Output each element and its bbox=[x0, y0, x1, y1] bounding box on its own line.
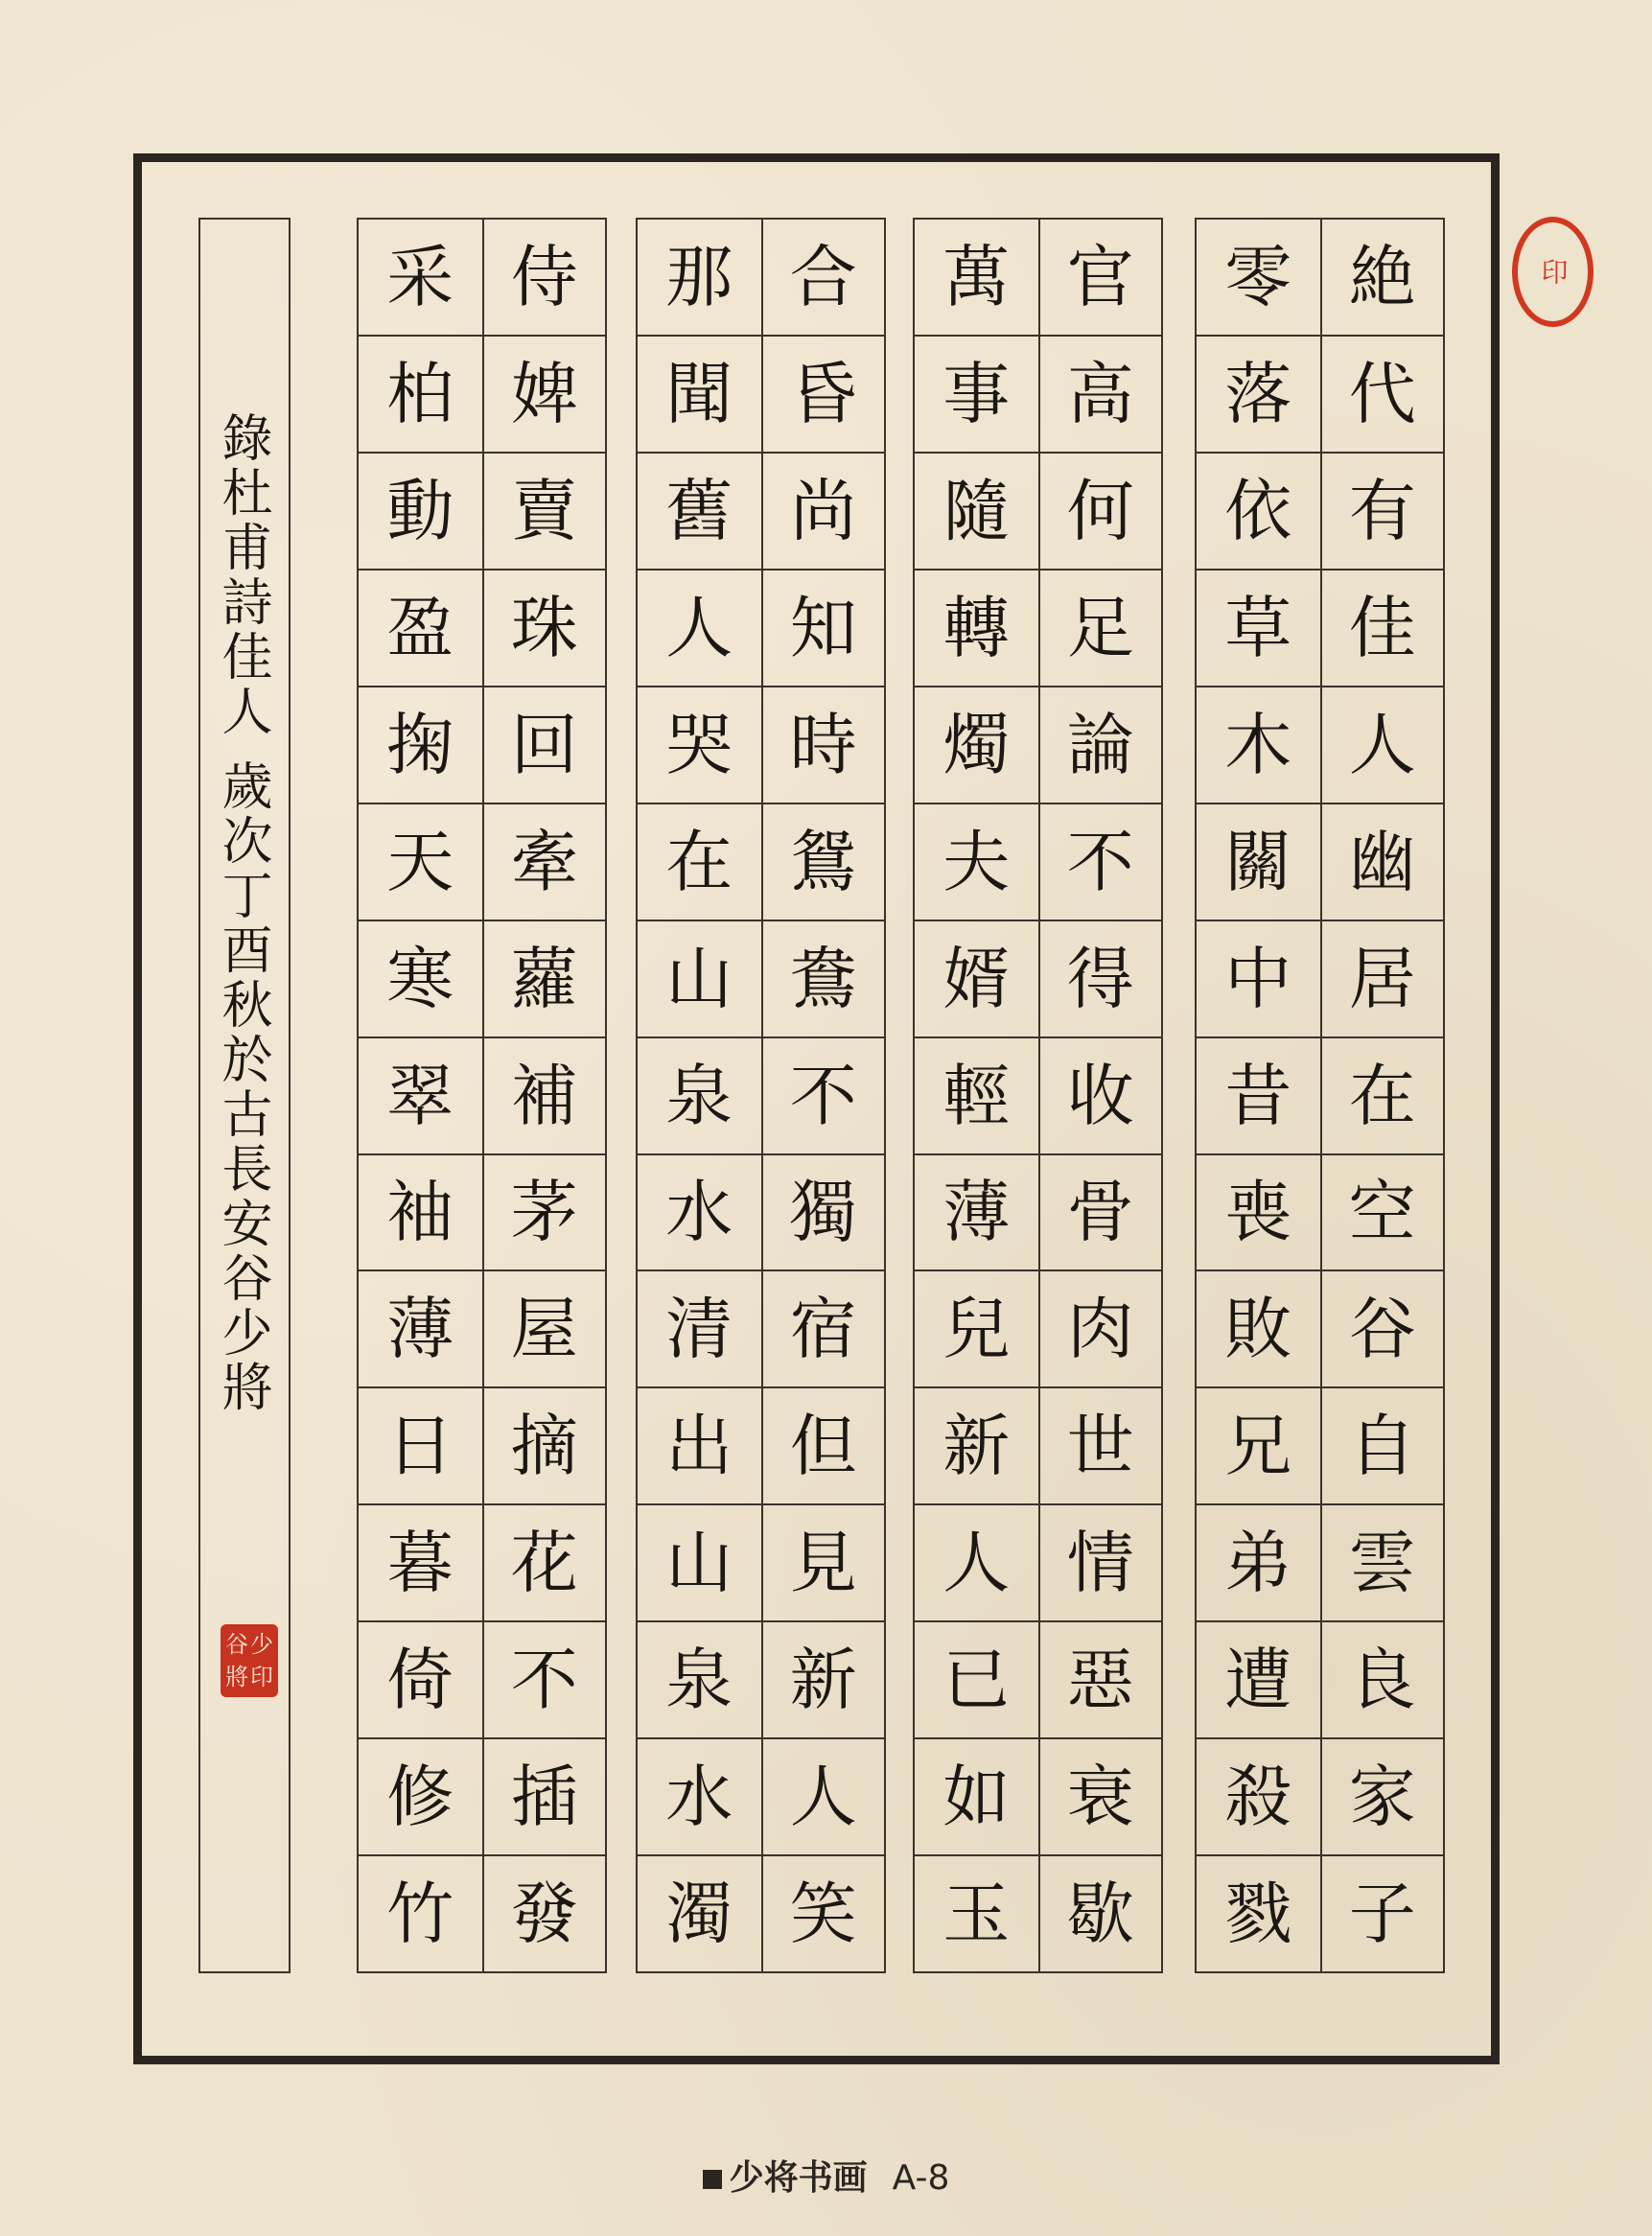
char-cell: 袖 bbox=[359, 1153, 482, 1270]
char-cell: 倚 bbox=[359, 1620, 482, 1737]
char-cell: 回 bbox=[484, 686, 606, 803]
char-cell: 不 bbox=[484, 1620, 606, 1737]
char-cell: 絶 bbox=[1348, 237, 1416, 316]
char-cell: 何 bbox=[1040, 452, 1162, 569]
seal-char: 谷 bbox=[225, 1631, 248, 1658]
char-cell: 寒 bbox=[359, 920, 482, 1036]
char-cell: 見 bbox=[763, 1503, 885, 1620]
char-cell: 高 bbox=[1040, 335, 1162, 452]
page-footer bbox=[0, 2151, 1652, 2200]
char-cell: 佳 bbox=[1322, 569, 1444, 686]
char-cell: 足 bbox=[1040, 569, 1162, 686]
char-cell: 哭 bbox=[638, 686, 761, 803]
char-cell: 人 bbox=[638, 569, 761, 686]
column-pair-3 bbox=[636, 218, 886, 1973]
char-cell: 隨 bbox=[915, 452, 1038, 569]
colophon-column bbox=[198, 218, 291, 1973]
char-cell: 世 bbox=[1040, 1386, 1162, 1503]
footer-brand: 少将书画 bbox=[729, 2158, 868, 2198]
char-cell: 賣 bbox=[484, 452, 606, 569]
char-cell: 暮 bbox=[359, 1503, 482, 1620]
char-cell: 敗 bbox=[1197, 1269, 1320, 1386]
char-cell: 自 bbox=[1322, 1386, 1444, 1503]
char-cell: 已 bbox=[915, 1620, 1038, 1737]
char-cell: 侍 bbox=[510, 237, 578, 316]
char-cell: 出 bbox=[638, 1386, 761, 1503]
char-cell: 有 bbox=[1322, 452, 1444, 569]
artist-seal bbox=[221, 1624, 278, 1697]
char-cell: 弟 bbox=[1197, 1503, 1320, 1620]
char-cell: 翠 bbox=[359, 1036, 482, 1153]
char-cell: 子 bbox=[1322, 1854, 1444, 1971]
char-cell: 夫 bbox=[915, 803, 1038, 920]
char-cell: 鴦 bbox=[763, 920, 885, 1036]
char-cell: 婿 bbox=[915, 920, 1038, 1036]
seal-char: 少 bbox=[250, 1631, 273, 1658]
char-cell: 水 bbox=[638, 1153, 761, 1270]
char-cell: 掬 bbox=[359, 686, 482, 803]
text-column-1 bbox=[1320, 220, 1444, 1971]
char-cell: 薄 bbox=[915, 1153, 1038, 1270]
char-cell: 泉 bbox=[638, 1036, 761, 1153]
square-bullet-icon bbox=[703, 2170, 722, 2189]
char-cell: 依 bbox=[1197, 452, 1320, 569]
char-cell: 但 bbox=[763, 1386, 885, 1503]
char-cell: 清 bbox=[638, 1269, 761, 1386]
seal-char: 印 bbox=[250, 1664, 273, 1690]
char-cell: 日 bbox=[359, 1386, 482, 1503]
char-cell: 情 bbox=[1040, 1503, 1162, 1620]
char-cell: 盈 bbox=[359, 569, 482, 686]
char-cell: 竹 bbox=[359, 1854, 482, 1971]
char-cell: 牽 bbox=[484, 803, 606, 920]
text-column-2 bbox=[1197, 220, 1320, 1971]
char-cell: 薄 bbox=[359, 1269, 482, 1386]
char-cell: 不 bbox=[1040, 803, 1162, 920]
char-cell: 論 bbox=[1040, 686, 1162, 803]
seal-char: 印 bbox=[1537, 257, 1570, 287]
char-cell: 婢 bbox=[484, 335, 606, 452]
char-cell: 人 bbox=[763, 1737, 885, 1854]
text-column-4 bbox=[915, 220, 1038, 1971]
char-cell: 官 bbox=[1066, 237, 1134, 316]
char-cell: 修 bbox=[359, 1737, 482, 1854]
char-cell: 遭 bbox=[1197, 1620, 1320, 1737]
char-cell: 在 bbox=[1322, 1036, 1444, 1153]
char-cell: 人 bbox=[1322, 686, 1444, 803]
char-cell: 谷 bbox=[1322, 1269, 1444, 1386]
char-cell: 珠 bbox=[484, 569, 606, 686]
char-cell: 人 bbox=[915, 1503, 1038, 1620]
char-cell: 聞 bbox=[638, 335, 761, 452]
char-cell: 兄 bbox=[1197, 1386, 1320, 1503]
char-cell: 事 bbox=[915, 335, 1038, 452]
char-cell: 雲 bbox=[1322, 1503, 1444, 1620]
char-cell: 戮 bbox=[1197, 1854, 1320, 1971]
char-cell: 在 bbox=[638, 803, 761, 920]
char-cell: 宿 bbox=[763, 1269, 885, 1386]
char-cell: 得 bbox=[1040, 920, 1162, 1036]
char-cell: 不 bbox=[763, 1036, 885, 1153]
char-cell: 草 bbox=[1197, 569, 1320, 686]
char-cell: 天 bbox=[359, 803, 482, 920]
text-column-5 bbox=[761, 220, 885, 1971]
char-cell: 空 bbox=[1322, 1153, 1444, 1270]
char-cell: 兒 bbox=[915, 1269, 1038, 1386]
text-column-8 bbox=[359, 220, 482, 1971]
char-cell: 摘 bbox=[484, 1386, 606, 1503]
char-cell: 落 bbox=[1197, 335, 1320, 452]
char-cell: 柏 bbox=[359, 335, 482, 452]
char-cell: 輕 bbox=[915, 1036, 1038, 1153]
char-cell: 那 bbox=[665, 237, 733, 316]
char-cell: 屋 bbox=[484, 1269, 606, 1386]
char-cell: 歇 bbox=[1040, 1854, 1162, 1971]
column-pair-2 bbox=[913, 218, 1163, 1973]
seal-char: 將 bbox=[225, 1664, 248, 1690]
char-cell: 肉 bbox=[1040, 1269, 1162, 1386]
char-cell: 幽 bbox=[1322, 803, 1444, 920]
char-cell: 新 bbox=[763, 1620, 885, 1737]
char-cell: 良 bbox=[1322, 1620, 1444, 1737]
char-cell: 舊 bbox=[638, 452, 761, 569]
page-number: A-8 bbox=[892, 2158, 950, 2198]
char-cell: 采 bbox=[386, 237, 454, 316]
char-cell: 新 bbox=[915, 1386, 1038, 1503]
char-cell: 山 bbox=[638, 1503, 761, 1620]
char-cell: 代 bbox=[1322, 335, 1444, 452]
char-cell: 昔 bbox=[1197, 1036, 1320, 1153]
leisure-seal bbox=[1512, 217, 1594, 327]
char-cell: 轉 bbox=[915, 569, 1038, 686]
char-cell: 木 bbox=[1197, 686, 1320, 803]
char-cell: 知 bbox=[763, 569, 885, 686]
char-cell: 收 bbox=[1040, 1036, 1162, 1153]
column-pair-4 bbox=[357, 218, 607, 1973]
char-cell: 如 bbox=[915, 1737, 1038, 1854]
char-cell: 尚 bbox=[763, 452, 885, 569]
char-cell: 昏 bbox=[763, 335, 885, 452]
char-cell: 獨 bbox=[763, 1153, 885, 1270]
char-cell: 衰 bbox=[1040, 1737, 1162, 1854]
char-cell: 骨 bbox=[1040, 1153, 1162, 1270]
char-cell: 喪 bbox=[1197, 1153, 1320, 1270]
text-column-3 bbox=[1038, 220, 1162, 1971]
char-cell: 鴛 bbox=[763, 803, 885, 920]
char-cell: 燭 bbox=[915, 686, 1038, 803]
char-cell: 動 bbox=[359, 452, 482, 569]
char-cell: 關 bbox=[1197, 803, 1320, 920]
char-cell: 插 bbox=[484, 1737, 606, 1854]
char-cell: 合 bbox=[789, 237, 857, 316]
char-cell: 水 bbox=[638, 1737, 761, 1854]
char-cell: 玉 bbox=[915, 1854, 1038, 1971]
char-cell: 茅 bbox=[484, 1153, 606, 1270]
char-cell: 補 bbox=[484, 1036, 606, 1153]
char-cell: 發 bbox=[484, 1854, 606, 1971]
char-cell: 花 bbox=[484, 1503, 606, 1620]
char-cell: 濁 bbox=[638, 1854, 761, 1971]
char-cell: 零 bbox=[1224, 237, 1292, 316]
char-cell: 時 bbox=[763, 686, 885, 803]
char-cell: 泉 bbox=[638, 1620, 761, 1737]
column-pair-1 bbox=[1195, 218, 1445, 1973]
char-cell: 殺 bbox=[1197, 1737, 1320, 1854]
char-cell: 家 bbox=[1322, 1737, 1444, 1854]
char-cell: 笑 bbox=[763, 1854, 885, 1971]
text-column-6 bbox=[638, 220, 761, 1971]
char-cell: 萬 bbox=[942, 237, 1011, 316]
char-cell: 山 bbox=[638, 920, 761, 1036]
char-cell: 中 bbox=[1197, 920, 1320, 1036]
text-column-7 bbox=[482, 220, 606, 1971]
char-cell: 蘿 bbox=[484, 920, 606, 1036]
colophon-text: 錄杜甫詩佳人 歲次丁酉秋於古長安谷少將 bbox=[214, 411, 272, 1415]
char-cell: 惡 bbox=[1040, 1620, 1162, 1737]
char-cell: 居 bbox=[1322, 920, 1444, 1036]
